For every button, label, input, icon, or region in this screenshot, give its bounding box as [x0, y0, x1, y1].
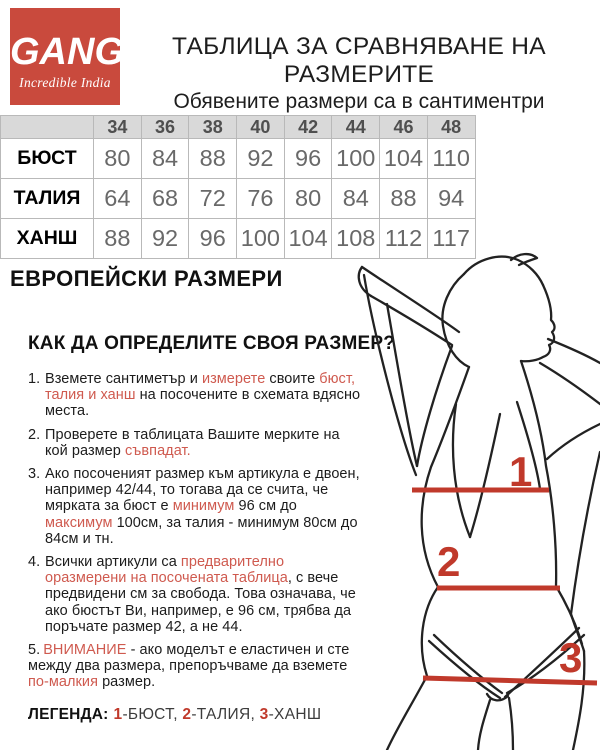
corner-cell: [1, 116, 94, 139]
legend-segment: -ТАЛИЯ,: [191, 706, 260, 723]
text-segment: своите: [265, 371, 320, 387]
figure-right-leg-inner: [509, 698, 513, 750]
text-segment: Вземете сантиметър и: [45, 371, 202, 387]
heading-european-sizes: ЕВРОПЕЙСКИ РАЗМЕРИ: [10, 266, 283, 291]
size-cell: 92: [141, 219, 189, 259]
size-cell: 80: [94, 139, 142, 179]
brand-name: GANG: [10, 31, 124, 73]
instruction-item: [28, 554, 361, 635]
size-cell: 72: [189, 179, 237, 219]
size-col-header: 44: [332, 116, 380, 139]
size-cell: 88: [380, 179, 428, 219]
hip-measure-label: 3: [559, 634, 583, 681]
size-cell: 117: [427, 219, 475, 259]
text-segment: ВНИМАНИЕ: [43, 642, 127, 659]
size-col-header: 40: [237, 116, 285, 139]
waist-measure-label: 2: [437, 538, 461, 585]
text-segment: минимум: [172, 498, 235, 515]
item-number: 2.: [28, 426, 41, 443]
legend-label: ЛЕГЕНДА:: [28, 706, 109, 723]
text-segment: Всички артикули са: [45, 554, 181, 571]
size-col-header: 46: [380, 116, 428, 139]
figure-right-contour: [571, 452, 600, 651]
figure-head-left: [442, 274, 469, 367]
table-row: [1, 219, 476, 259]
size-cell: 112: [380, 219, 428, 259]
figure-left-arm-inner-a: [387, 304, 417, 466]
size-cell: 96: [284, 139, 332, 179]
hip-measure-line: [423, 678, 597, 683]
figure-left-upper-arm: [364, 275, 416, 475]
figure-hip-left: [422, 587, 438, 676]
size-cell: 88: [189, 139, 237, 179]
instruction-item: [28, 371, 361, 420]
figure-bikini-left-b: [434, 635, 502, 693]
size-cell: 104: [284, 219, 332, 259]
bust-measure-label: 1: [509, 448, 533, 495]
figure-shoulder-right: [517, 402, 540, 489]
size-cell: 92: [237, 139, 285, 179]
figure-left-forearm-top: [362, 267, 459, 332]
item-number: 5.: [28, 642, 41, 659]
size-cell: 104: [380, 139, 428, 179]
figure-crotch: [487, 694, 508, 700]
measurement-figure-illustration: [352, 252, 600, 750]
size-col-header: 48: [427, 116, 475, 139]
table-row: [1, 179, 476, 219]
row-label: БЮСТ: [1, 139, 94, 179]
text-segment: съвпадат.: [125, 442, 191, 459]
figure-right-forearm: [547, 424, 600, 459]
size-col-header: 36: [141, 116, 189, 139]
text-segment: размер.: [97, 674, 156, 691]
figure-right-arm-top: [548, 339, 600, 363]
row-label: ТАЛИЯ: [1, 179, 94, 219]
item-number: 1.: [28, 371, 41, 387]
legend-segment: -БЮСТ,: [122, 706, 183, 723]
size-cell: 88: [94, 219, 142, 259]
size-col-header: 38: [189, 116, 237, 139]
figure-right-arm-bottom: [540, 363, 600, 404]
table-row: [1, 139, 476, 179]
text-segment: по-малкия: [28, 674, 98, 691]
size-cell: 76: [237, 179, 285, 219]
figure-right-leg-outer: [573, 651, 584, 750]
text-segment: предварително оразмерени на посочената таблица: [45, 554, 288, 587]
size-cell: 100: [237, 219, 285, 259]
legend-segment: 2: [182, 706, 192, 723]
instruction-item: [28, 427, 361, 459]
figure-bikini-left-a: [429, 641, 500, 698]
text-segment: на посочените в схемата вдясно места.: [45, 387, 361, 420]
item-number: 4.: [28, 554, 41, 571]
size-cell: 68: [141, 179, 189, 219]
figure-left-leg-outer: [387, 676, 427, 750]
instruction-item: [28, 642, 361, 691]
figure-face-profile: [521, 285, 555, 361]
size-cell: 100: [332, 139, 380, 179]
heading-how-to: КАК ДА ОПРЕДЕЛИТЕ СВОЯ РАЗМЕР?: [28, 333, 396, 354]
instructions-list: [28, 371, 361, 698]
figure-torso-right: [521, 361, 556, 586]
legend: [28, 706, 321, 724]
instruction-item: [28, 466, 361, 547]
size-cell: 94: [427, 179, 475, 219]
legend-segment: -ХАНШ: [268, 706, 322, 723]
figure-hair-top: [464, 257, 543, 285]
figure-bikini-right-a: [505, 628, 579, 697]
size-cell: 96: [189, 219, 237, 259]
figure-left-arm-inner-b: [417, 346, 452, 466]
header: [118, 33, 600, 114]
text-segment: бюст, талия и ханш: [45, 371, 356, 404]
figure-neckline-right: [470, 414, 500, 537]
item-number: 3.: [28, 466, 41, 483]
figure-hair-flick: [511, 254, 537, 265]
size-cell: 84: [332, 179, 380, 219]
text-segment: измерете: [201, 371, 266, 387]
legend-segment: 1: [113, 706, 123, 723]
size-cell: 80: [284, 179, 332, 219]
size-cell: 64: [94, 179, 142, 219]
text-segment: максимум: [45, 514, 113, 531]
text-segment: Проверете в таблицата Вашите мерките на кой размер: [45, 426, 340, 459]
size-col-header: 42: [284, 116, 332, 139]
figure-bikini-right-b: [507, 635, 584, 693]
size-table-head: [1, 116, 476, 139]
row-label: ХАНШ: [1, 219, 94, 259]
figure-left-leg-inner: [478, 700, 490, 750]
figure-torso-left: [422, 367, 469, 587]
page-title: ТАБЛИЦА ЗА СРАВНЯВАНЕ НА РАЗМЕРИТЕ: [172, 33, 546, 88]
size-cell: 110: [427, 139, 475, 179]
size-cell: 84: [141, 139, 189, 179]
figure-left-elbow: [359, 267, 371, 296]
text-segment: Ако посоченият размер към артикула е двоен, например 42/44, то тогава да се счита, че мярката за бюст е: [45, 466, 360, 515]
figure-neckline-left: [453, 404, 470, 537]
figure-hip-right: [556, 586, 582, 644]
brand-tagline: Incredible India: [19, 75, 111, 90]
legend-segment: 3: [259, 706, 269, 723]
size-col-header: 34: [94, 116, 142, 139]
text-segment: , с вече предвидени см за свобода. Това означава, че ако бюстът Ви, например, е 96 см, трябва да поръчате размер 42, а не 44.: [45, 570, 356, 635]
size-table: [0, 115, 476, 259]
text-segment: 96 см до: [234, 498, 297, 515]
size-header-row: [1, 116, 476, 139]
brand-logo: [10, 8, 124, 105]
page-subtitle: Обявените размери са в сантиментри: [173, 90, 545, 113]
text-segment: 100см, за талия - минимум 80см до 84см и тн.: [45, 514, 358, 547]
size-table-body: [1, 139, 476, 259]
legend-items: [114, 706, 322, 723]
text-segment: - ако моделът е еластичен и сте между два размера, препоръчваме да вземете: [28, 642, 350, 675]
size-cell: 108: [332, 219, 380, 259]
